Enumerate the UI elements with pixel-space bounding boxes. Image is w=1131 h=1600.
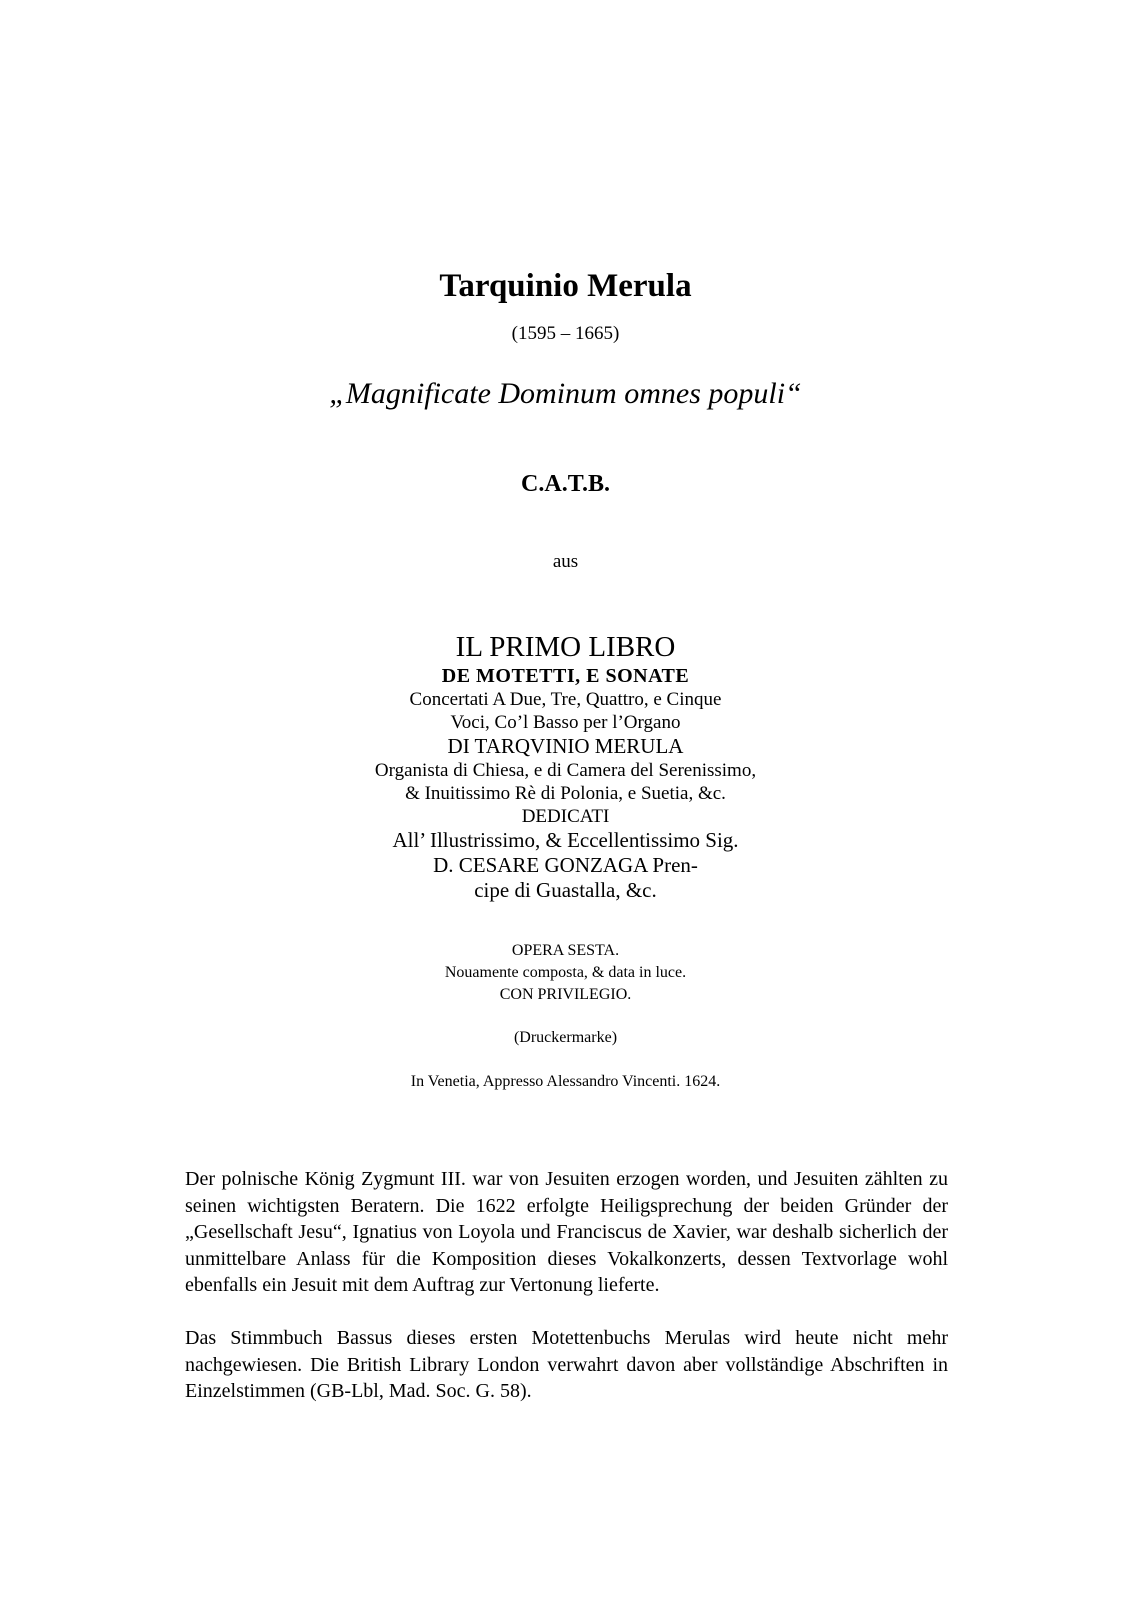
source-intro: aus <box>552 551 579 572</box>
book-author-line: DI TARQVINIO MERULA <box>447 734 684 758</box>
commentary-paragraph: Der polnische König Zygmunt III. war von Jesuiten erzogen worden, und Jesuiten zählten zu seinen wichtigsten Beratern. Die 1622 erfolgte Heiligsprechung der beiden Gründer der „Gesellschaft Jesu“, Ignatius von Loyola und Franciscus de Xavier, war deshalb sicherlich der unmittelbare Anlass für die Komposition dieses Vokalkonzerts, dessen Textvorlage wohl ebenfalls ein Jesuit mit dem Auftrag zur Vertonung lieferte. <box>185 1168 948 1296</box>
book-dedication-heading: DEDICATI <box>521 806 610 827</box>
book-subtitle: DE MOTETTI, E SONATE <box>441 665 690 687</box>
book-dedicatee-line: D. CESARE GONZAGA Pren- <box>433 853 698 877</box>
book-line: & Inuitissimo Rè di Polonia, e Suetia, &c. <box>405 783 726 804</box>
voicing: C.A.T.B. <box>521 471 610 497</box>
book-line: cipe di Guastalla, &c. <box>474 878 657 902</box>
opus-number: OPERA SESTA. <box>511 942 620 959</box>
book-line: Voci, Co’l Basso per l’Organo <box>450 712 681 733</box>
imprint-block <box>0 940 1131 1006</box>
book-title: IL PRIMO LIBRO <box>455 631 676 663</box>
book-line: All’ Illustrissimo, & Eccellentissimo Sig. <box>392 828 739 852</box>
book-line: Organista di Chiesa, e di Camera del Serenissimo, <box>374 760 757 781</box>
work-title: „Magnificate Dominum omnes populi“ <box>329 377 802 410</box>
privilege-line: CON PRIVILEGIO. <box>499 986 632 1003</box>
imprint-line: Nouamente composta, & data in luce. <box>444 964 687 981</box>
book-line: Concertati A Due, Tre, Quattro, e Cinque <box>409 689 722 710</box>
printer-mark-placeholder: (Druckermarke) <box>513 1029 618 1046</box>
composer-dates: (1595 – 1665) <box>511 323 620 344</box>
commentary-paragraph: Das Stimmbuch Bassus dieses ersten Motettenbuchs Merulas wird heute nicht mehr nachgewiesen. Die British Library London verwahrt davon aber vollständige Abschriften in Einzelstimmen (GB-Lbl, Mad. Soc. G. 58). <box>185 1327 948 1402</box>
composer-name: Tarquinio Merula <box>439 268 692 304</box>
publisher-line: In Venetia, Appresso Alessandro Vincenti. 1624. <box>410 1073 721 1090</box>
source-title-page <box>0 630 1131 903</box>
